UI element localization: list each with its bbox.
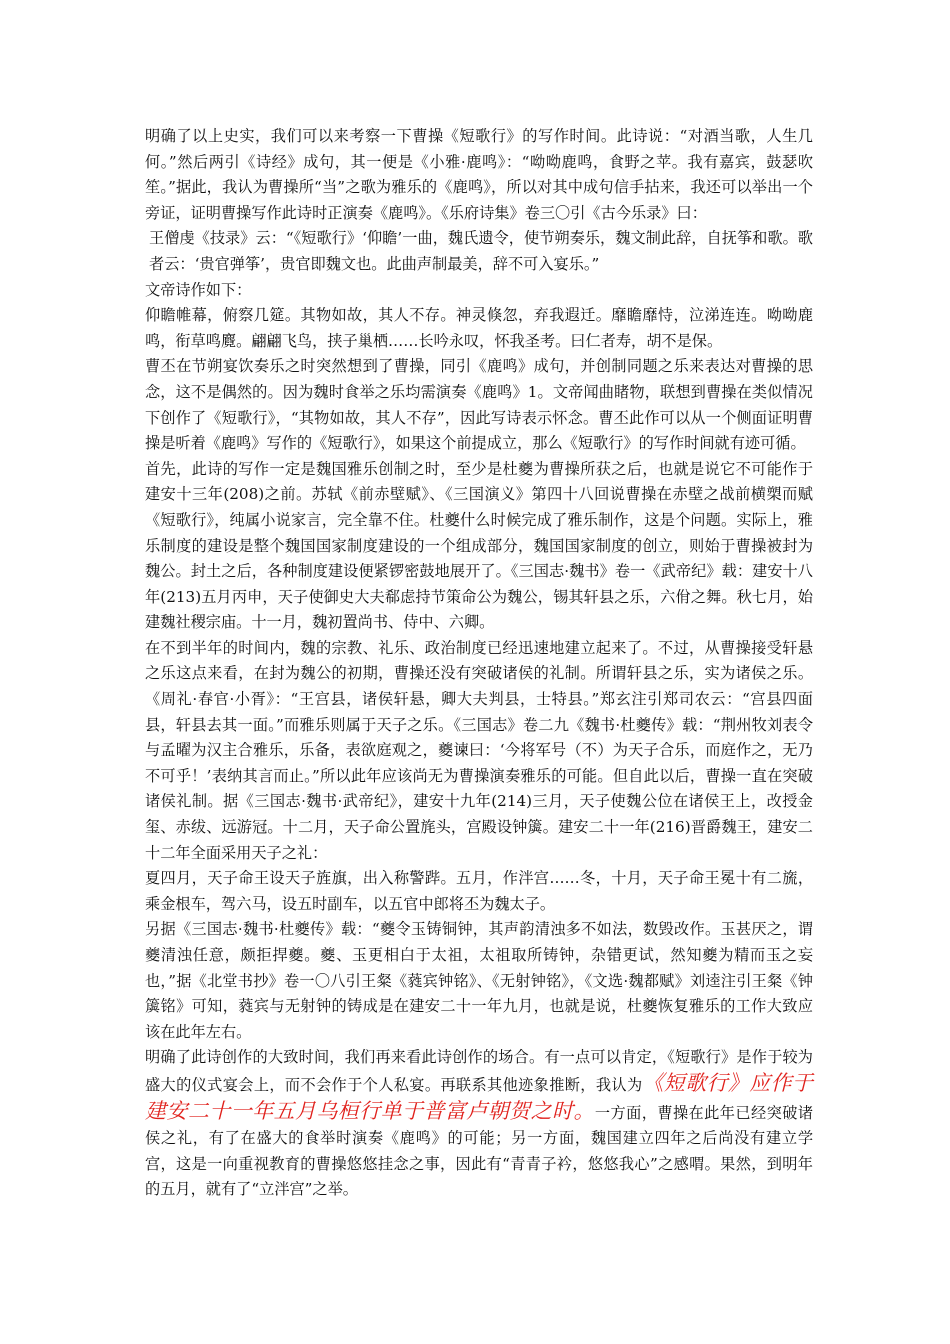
paragraph-firstly: 首先，此诗的写作一定是魏国雅乐创制之时，至少是杜夔为曹操所获之后，也就是说它不可能作于建安十三年(208)之前。苏轼《前赤壁赋》、《三国演义》第四十八回说曹操在赤壁之战前横槊而赋《短歌行》，纯属小说家言，完全靠不住。杜夔什么时候完成了雅乐制作，这是个问题。实际上，雅乐制度的建设是整个魏国国家制度建设的一个组成部分，魏国国家制度的创立，则始于曹操被封为魏公。封土之后，各种制度建设便紧锣密鼓地展开了。《三国志·魏书》卷一《武帝纪》载：建安十八年(213)五月丙申，天子使御史大夫郗虑持节策命公为魏公，锡其轩县之乐，六佾之舞。秋七月，始建魏社稷宗庙。十一月，魏初置尚书、侍中、六卿。 — [145, 459, 813, 632]
paragraph-wendi-intro: 文帝诗作如下： — [145, 280, 252, 299]
conclusion-text-before: 明确了此诗创作的大致时间，我们再来看此诗创作的场合。有一点可以肯定，《短歌行》是作于较为盛大的仪式宴会上，而不会作于个人私宴。再联系其他迹象推断，我认为 — [145, 1048, 813, 1094]
paragraph-1: 明确了以上史实，我们可以来考察一下曹操《短歌行》的写作时间。此诗说：“对酒当歌，人生几何。”然后两引《诗经》成句，其一便是《小雅·鹿鸣》：“呦呦鹿鸣，食野之苹。我有嘉宾，鼓瑟吹笙。”据此，我认为曹操所“当”之歌为雅乐的《鹿鸣》，所以对其中成句信手拈来，我还可以举出一个旁证，证明曹操写作此诗时正演奏《鹿鸣》。《乐府诗集》卷三〇引《古今乐录》曰： — [145, 127, 814, 222]
paragraph-wendi-poem: 仰瞻帷幕，俯察几筵。其物如故，其人不存。神灵倏忽，弃我遐迁。靡瞻靡恃，泣涕连连。呦呦鹿鸣，衔草鸣麑。翩翩飞鸟，挟子巢栖……长吟永叹，怀我圣考。曰仁者寿，胡不是保。 — [145, 306, 813, 350]
document-body — [145, 124, 813, 1203]
paragraph-caopi: 曹丕在节朔宴饮奏乐之时突然想到了曹操，同引《鹿鸣》成句，并创制同题之乐来表达对曹操的思念，这不是偶然的。因为魏时食举之乐均需演奏《鹿鸣》1。文帝闻曲睹物，联想到曹操在类似情况下创作了《短歌行》，“其物如故，其人不存”，因此写诗表示怀念。曹丕此作可以从一个侧面证明曹操是听着《鹿鸣》写作的《短歌行》，如果这个前提成立，那么《短歌行》的写作时间就有迹可循。 — [145, 357, 813, 453]
paragraph-conclusion — [145, 1045, 813, 1203]
conclusion-emphasis: 《短歌行》应作于建安二十一年五月乌桓行单于普富卢朝贺之时。 — [145, 1070, 814, 1123]
paragraph-half-year: 在不到半年的时间内，魏的宗教、礼乐、政治制度已经迅速地建立起来了。不过，从曹操接受轩悬之乐这点来看，在封为魏公的初期，曹操还没有突破诸侯的礼制。所谓轩县之乐，实为诸侯之乐。《周礼·春官·小胥》：“王宫县，诸侯轩悬，卿大夫判县，士特县。”郑玄注引郑司农云：“宫县四面县，轩县去其一面。”而雅乐则属于天子之乐。《三国志》卷二九《魏书·杜夔传》载：“荆州牧刘表令与孟曜为汉主合雅乐，乐备，表欲庭观之，夔谏曰：‘今将军号（不）为天子合乐，而庭作之，无乃不可乎！’表纳其言而止。”所以此年应该尚无为曹操演奏雅乐的可能。但自此以后，曹操一直在突破诸侯礼制。据《三国志·魏书·武帝纪》，建安十九年(214)三月，天子使魏公位在诸侯王上，改授金玺、赤绂、远游冠。十二月，天子命公置旄头，宫殿设钟簴。建安二十一年(216)晋爵魏王，建安二十二年全面采用天子之礼： — [145, 638, 814, 862]
conclusion-text-after: 一方面，曹操在此年已经突破诸侯之礼，有了在盛大的食举时演奏《鹿鸣》的可能；另一方面，魏国建立四年之后尚没有建立学宫，这是一向重视教育的曹操悠悠挂念之事，因此有“青青子衿，悠悠我心”之感喟。果然，到明年的五月，就有了“立泮宫”之举。 — [145, 1103, 814, 1199]
paragraph-quote-jilu: 王僧虔《技录》云：“《短歌行》‘仰瞻’一曲，魏氏遗令，使节朔奏乐，魏文制此辞，自抚筝和歌。歌者云：‘贵官弹筝’，贵官即魏文也。此曲声制最美，辞不可入宴乐。” — [149, 229, 813, 273]
paragraph-summer: 夏四月，天子命王设天子旌旗，出入称警跸。五月，作泮宫……冬，十月，天子命王冕十有二旒，乘金根车，驾六马，设五时副车，以五官中郎将丕为魏太子。 — [145, 869, 813, 913]
paragraph-du-kui: 另据《三国志·魏书·杜夔传》载：“夔令玉铸铜钟，其声韵清浊多不如法，数毁改作。玉甚厌之，谓夔清浊任意，颇拒捍夔。夔、玉更相白于太祖，太祖取所铸钟，杂错更试，然知夔为精而玉之妄也，”据《北堂书抄》卷一〇八引王粲《蕤宾钟铭》、《无射钟铭》，《文选·魏都赋》刘逵注引王粲《钟簴铭》可知，蕤宾与无射钟的铸成是在建安二十一年九月，也就是说，杜夔恢复雅乐的工作大致应该在此年左右。 — [145, 920, 813, 1041]
